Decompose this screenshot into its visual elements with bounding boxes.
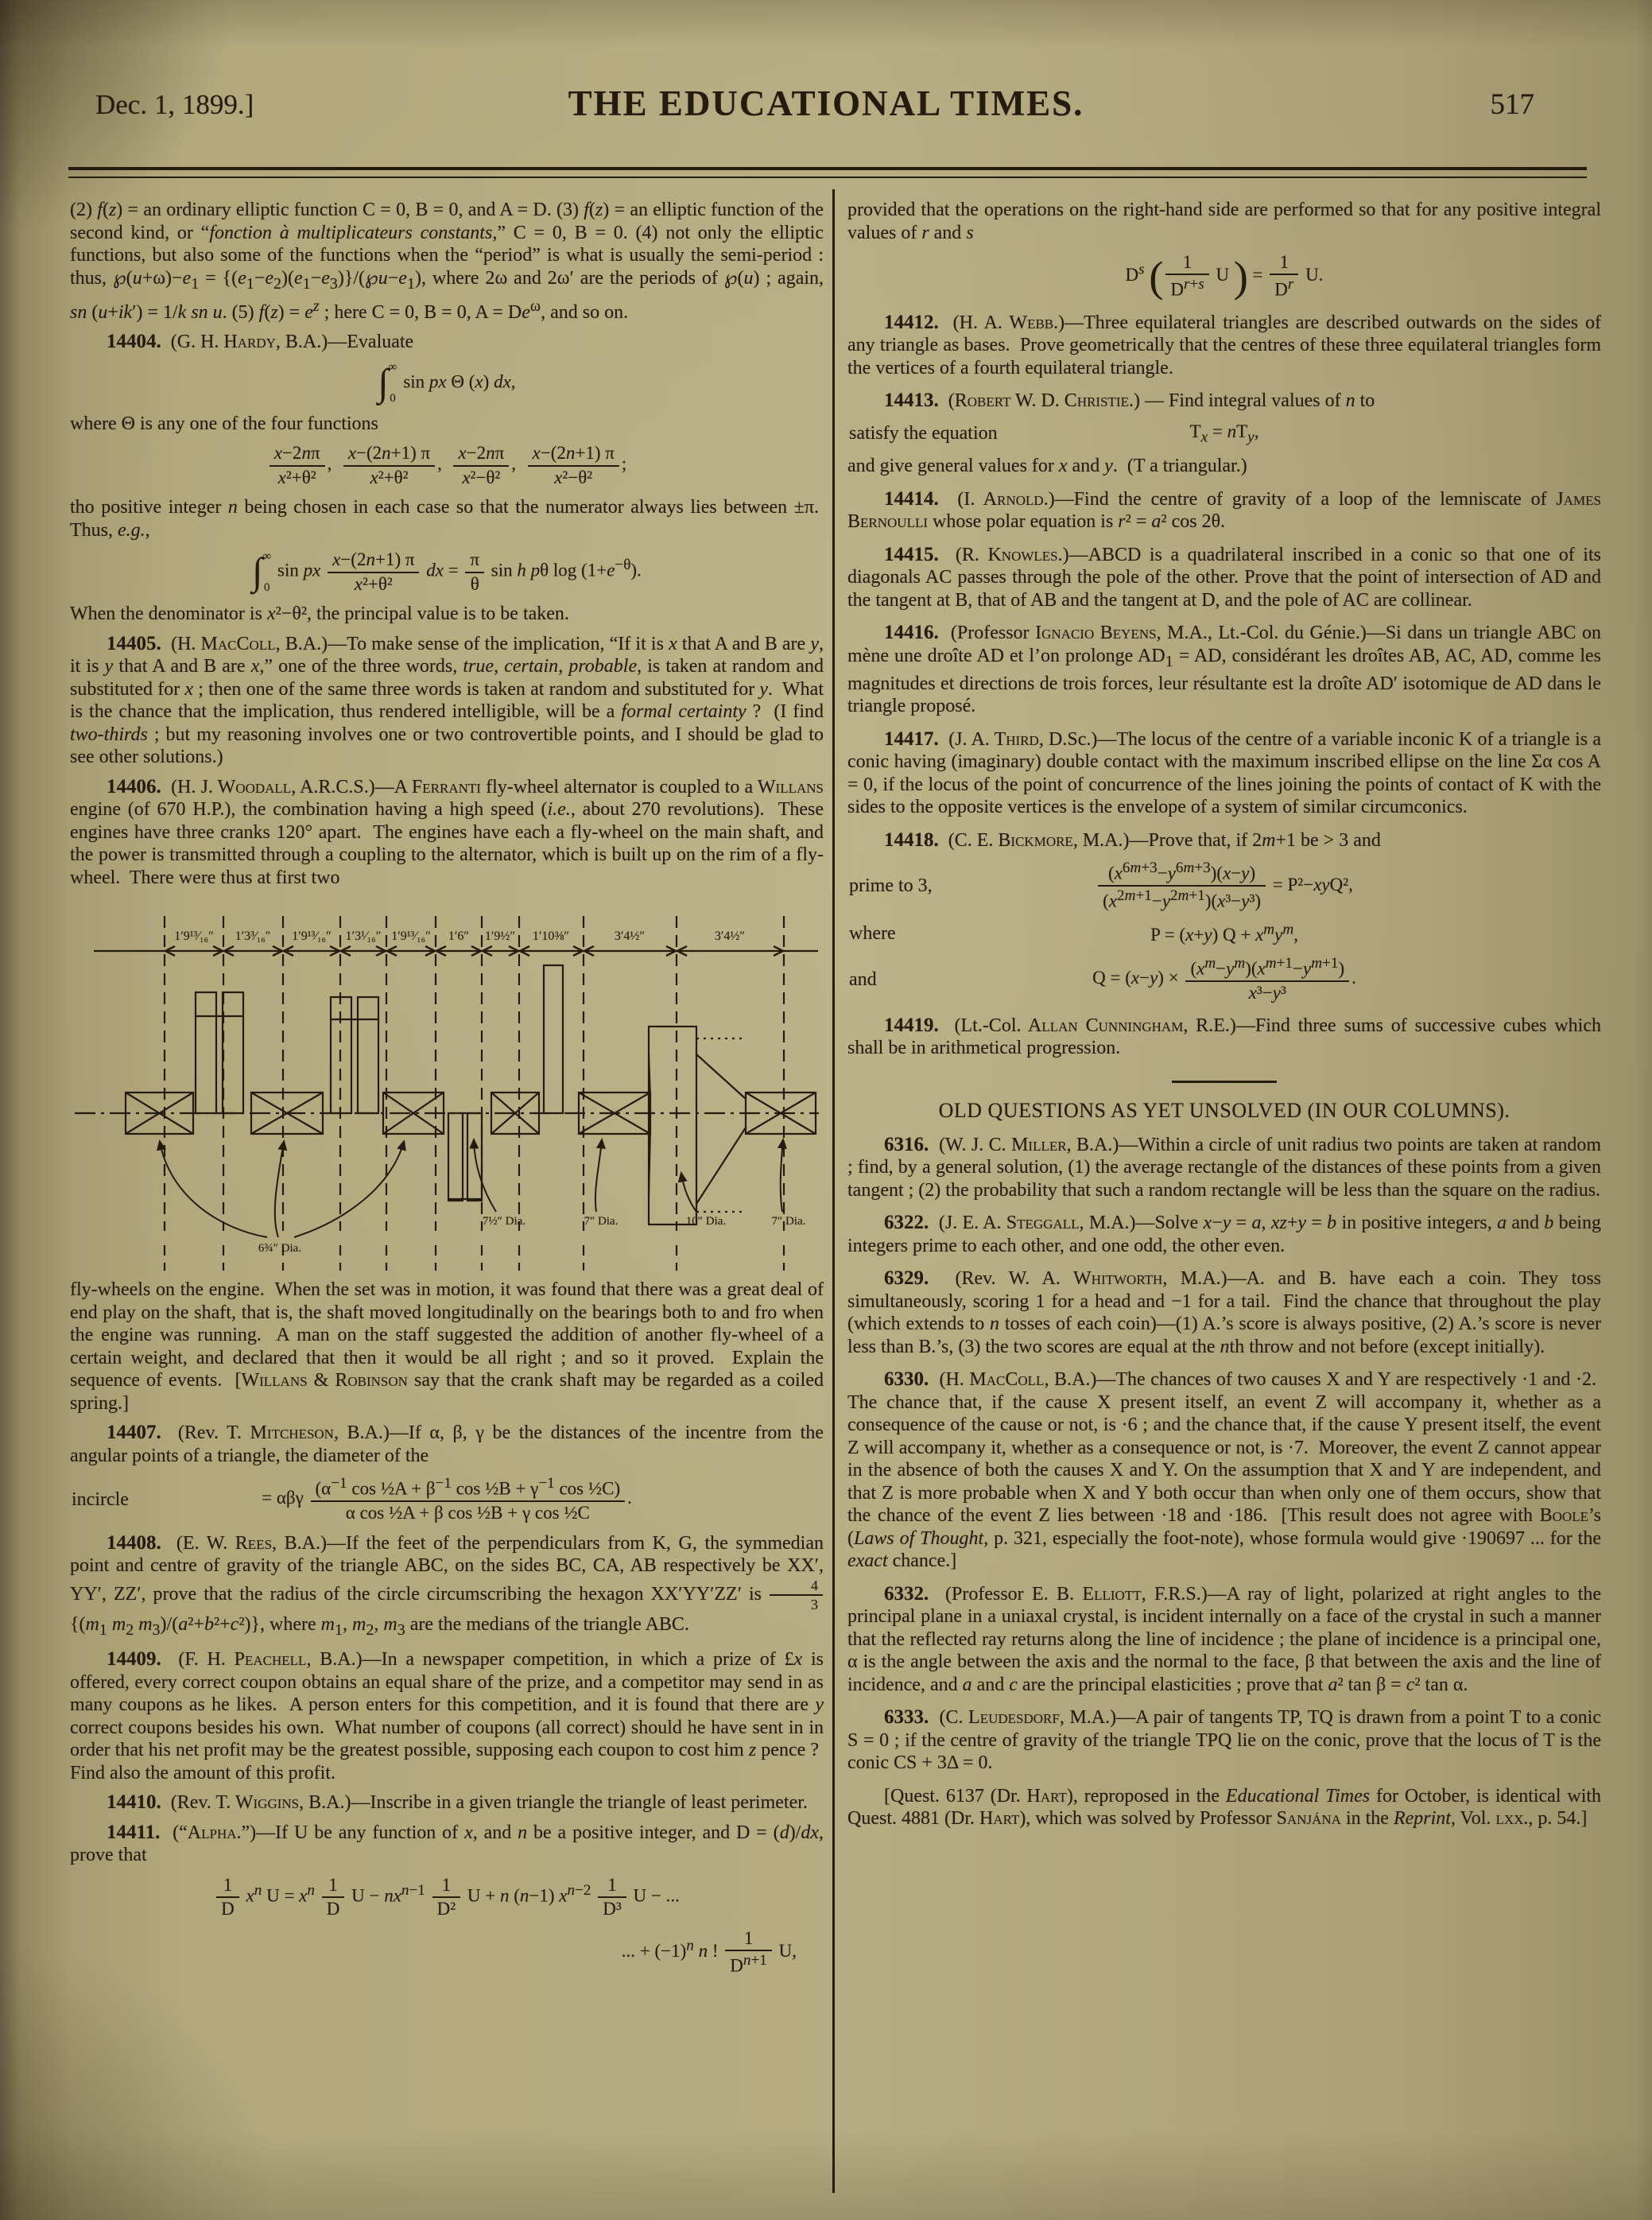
dim-label: 1′6″ [448,930,470,944]
equation-body: $\frac{(x^{6m+3}-y^{6m+3})(x-y)}{(x^{2m+1}-y^{2m+1})(x^3-y^3)}$ = P²−xyQ², [1096,875,1353,895]
section-divider [1172,1081,1277,1083]
equation-label: prime to 3, [849,875,933,897]
labeled-equation [70,1475,824,1524]
fly-wheel [649,1027,746,1224]
equation: $D^s$ ( $\frac{1}{D^{r+s}}$ U ) = $\frac{1}{D^r}$ U. [1125,252,1324,301]
equation-label: and [849,968,877,990]
question-14411: 14411. (“Alpha.”)—If U be any function of x, and n be a positive integer, and D = (d)/dx, prove that [70,1821,824,1866]
question-6330: 6330. (H. MacColl, B.A.)—The chances of two causes X and Y are respectively ·1 and ·2. The chance that, if the cause X present itself, an event Z will accompany it, whether as a consequence of the cause or not, is ·6 ; and the chance that, if the cause Y present itself, the event Z will accompany it, whether as a consequence or not, is ·7. Moreover, the event Z cannot appear in the absence of both the causes X and Y. On the assumption that X and Y are independent, and that Z is more probable when X and Y both occur than when only one of them occurs, show that the chance of the event Z lies between ·18 and ·186. [This result does not agree with Boole’s (Laws of Thought, p. 321, especially the foot-note), whose formula would give ·190697 ... for the exact chance.] [847,1368,1601,1571]
dimension-labels [174,930,745,943]
left-column [70,199,824,1985]
question-14412: 14412. (H. A. Webb.)—Three equilateral triangles are described outwards on the sides of any triangle as bases. Prove geometrically that the centres of these three equilateral triangles form the vertices of a fourth equilateral triangle. [847,311,1601,378]
right-column [847,199,1601,1830]
paragraph-elliptic-functions: (2) f(z) = an ordinary elliptic function C = 0, B = 0, and A = D. (3) f(z) = an elliptic function of the second kind, or “fonction à multiplicateurs constants,” C = 0, B = 0. (4) not only the elliptic functions, but also some of the functions when the “period” is what is usually the semi-period : thus, $℘(u+\omega)-e_1$ = $\{(e_1-e_2)(e_1-e_3)\}/(℘u-e_1)$, where 2ω and 2ω′ are the periods of ℘(u) ; again, sn (u+ik′) = 1/k sn u. (5) $f(z) = e^z$ ; here C = 0, B = 0, $A = De^\omega$, and so on. [70,200,824,323]
column-divider [832,189,835,2193]
paragraph: and give general values for x and y. (T a triangular.) [847,456,1247,477]
dia-label: 7″ Dia. [584,1215,619,1228]
paragraph: When the denominator is x²−θ², the principal value is to be taken. [70,604,569,625]
note-quest-6137: [Quest. 6137 (Dr. Hart), reproposed in the Educational Times for October, is identical with Quest. 4881 (Dr. Hart), which was solved by Professor Sanjána in the Reprint, Vol. lxx., p. 54.] [847,1785,1602,1829]
dim-label: 1′9¹³⁄₁₆″ [174,930,214,944]
labeled-equation [847,955,1601,1004]
page-number: 517 [1490,88,1534,121]
dim-label: 1′10⅜″ [532,930,570,944]
labeled-equation [847,860,1601,912]
bottom-ticks [165,1245,784,1271]
dia-label: 6¾″ Dia. [258,1242,302,1256]
question-6332: 6332. (Professor E. B. Elliott, F.R.S.)—A ray of light, polarized at right angles to the principal plane in a uniaxal crystal, is incident internally on a face of the crystal in such a manner that the reflected ray returns along the line of incidence ; the plane of incidence is a principal one, α is the angle between the axis and the normal to the face, β that between the axis and the line of incidence, and a and c are the principal elasticities ; prove that a² tan β = c² tan α. [847,1582,1601,1695]
question-6322: 6322. (J. E. A. Steggall, M.A.)—Solve x−y = a, xz+y = b in positive integers, a and b being integers prime to each other, and one odd, the other even. [847,1212,1601,1256]
question-14418: 14418. (C. E. Bickmore, M.A.)—Prove that, if 2m+1 be > 3 and [884,829,1381,851]
question-6329: 6329. (Rev. W. A. Whitworth, M.A.)—A. and B. have each a coin. They toss simultaneously, scoring 1 for a head and −1 for a tail. Find the chance that throughout the play (which extends to n tosses of each coin)—(1) A.’s score is always positive, (2) A.’s score is never less than B.’s, (3) the two scores are equal at the nth throw and not before (except initially). [847,1267,1601,1357]
question-14414: 14414. (I. Arnold.)—Find the centre of gravity of a loop of the lemniscate of James Bernoulli whose polar equation is r² = a² cos 2θ. [847,487,1601,533]
question-14408: 14408. (E. W. Rees, B.A.)—If the feet of the perpendiculars from K, G, the symmedian point and centre of gravity of the triangle ABC, on the sides BC, CA, AB respectively be XX′, YY′, ZZ′, prove that the radius of the circle circumscribing the hexagon XX′YY′ZZ′ is $\frac{4}{3}$ {($m_1$ $m_2$ $m_3)/(a^2+b^2+c^2)$}, where $m_1$, $m_2$, $m_3$ are the medians of the triangle ABC. [70,1531,824,1639]
equation: ∫ ∞ 0 sin px $\frac{x-(2n+1) \pi}{\text{x²+θ²}}$ dx = $\frac{\pi}{\theta}$ sin h pθ $\log (1+e^{-\theta})$. [252,549,642,594]
dim-label: 1′9¹³⁄₁₆″ [292,930,332,944]
question-14416: 14416. (Professor Ignacio Beyens, M.A., Lt.-Col. du Génie.)—Si dans un triangle ABC on mène une droîte AD et l’on prolonge $AD_1$ = AD, considérant les droîtes AB, AC, AD, comme les magnitudes et directions de trois forces, leur résultante est la droîte AD′ isotomique de AD dans le triangle proposé. [847,622,1602,717]
equation-label: where [849,923,896,945]
dia-label: 7″ Dia. [771,1215,806,1228]
equation: $\frac{1}{D}$ $x^n$ $U = x^n$ $\frac{1}{D}$ $U - nx^{n-1}$ $\frac{1}{\text{D²}}$ U + n (n−1) $x^{n-2}$ $\frac{1}{\text{D³}}$ U − ... [70,1875,824,1920]
equation-label: incircle [72,1488,129,1510]
question-14409: 14409. (F. H. Peachell, B.A.)—In a newspaper competition, in which a prize of £x is offered, every correct coupon obtains an equal share of the prize, and a competitor may send in as many coupons as he likes. A person enters for this competition, and it is found that there are y correct coupons besides his own. What number of coupons (all correct) should he have sent in in order that his net profit may be the greatest possible, supposing each coupon to cost him z pence ? Find also the amount of this profit. [70,1648,824,1783]
dia-label: 10″ Dia. [685,1215,727,1228]
equation-body: $T_x = nT_y$, [1189,421,1259,446]
question-14407: 14407. (Rev. T. Mitcheson, B.A.)—If α, β, γ be the distances of the incentre from the angular points of a triangle, the diameter of the [70,1422,824,1466]
question-14405: 14405. (H. MacColl, B.A.)—To make sense of the implication, “If it is x that A and B are y, it is y that A and B are x,” one of the three words, true, certain, probable, is taken at random and substituted for x ; then one of the same three words is taken at random and substituted for y. What is the chance that the implication, thus rendered intelligible, will be a formal certainty ? (I find two-thirds ; but my reasoning involves one or two controvertible points, and I should be glad to see other solutions.) [70,632,824,768]
dim-label: 1′9¹³⁄₁₆″ [391,930,431,944]
question-14410: 14410. (Rev. T. Wiggins, B.A.)—Inscribe in a given triangle the triangle of least perimeter. [107,1791,808,1814]
equation-body: P = (x+y) $Q + x^my^m$, [1150,921,1298,945]
labeled-equation [847,421,1601,448]
crankshaft-diagram [70,898,824,1272]
dim-label: 1′3³⁄₁₆″ [235,930,271,944]
question-6333: 6333. (C. Leudesdorf, M.A.)—A pair of tangents TP, TQ is drawn from a point T to a conic S = 0 ; if the centre of gravity of the triangle TPQ lie on the conic, prove that the locus of T is the conic CS + 3Δ = 0. [847,1706,1601,1773]
dia-label: 7½″ Dia. [482,1215,526,1228]
question-14404: 14404. (G. H. Hardy, B.A.)—Evaluate [107,331,414,353]
dim-label: 3′4½″ [614,930,646,944]
equation-body: = αβγ $\frac{(\alpha^{-1} \cos \frac{1}{2}A + \beta^{-1} \cos \frac{1}{2}B + \gamma^{-1} \cos \frac{1}{2}C)}{\text{α cos ½A + β cos ½B + γ cos ½C}}$ . [262,1475,632,1523]
equation-body: Q = (x−y) × $\frac{(x^m-y^m)(x^{m+1}-y^{m+1})}{\text{x³−y³}}$ . [1092,954,1356,1003]
header-rule-thick [68,167,1587,170]
header-rule-thin [68,177,1587,178]
dim-label: 3′4½″ [714,930,746,944]
labeled-equation [847,921,1601,947]
crankshaft-figure [70,898,824,1272]
equation: ∫ ∞ 0 sin px Θ (x) dx, [378,360,516,405]
section-heading-old-questions: OLD QUESTIONS AS YET UNSOLVED (IN OUR COLUMNS). [938,1098,1510,1122]
question-14419: 14419. (Lt.-Col. Allan Cunningham, R.E.)—Find three sums of successive cubes which shall be in arithmetical progression. [847,1014,1602,1058]
question-14417: 14417. (J. A. Third, D.Sc.)—The locus of the centre of a variable inconic K of a triangle is a conic having (imaginary) double contact with the maximum inscribed ellipse on the line Σα cos A = 0, if the locus of the point of concurrence of the lines joining the points of contact of K with the sides to the opposite vertices is the envelope of a system of similar circumconics. [847,728,1602,818]
station-lines [165,916,784,1231]
dim-label: 1′9½″ [484,930,516,944]
paragraph: tho positive integer n being chosen in each case so that the numerator always lies between ±π. Thus, e.g., [70,497,824,541]
question-14413: 14413. (Robert W. D. Christie.) — Find integral values of n to [884,390,1375,412]
equation: $\frac{x-2n\pi}{\text{x²+θ²}}$ , $\frac{x-(2n+1) \pi}{\text{x²+θ²}}$ , $\frac{x-2n\pi}{\text{x²−θ²}}$ , $\frac{x-(2n+1) \pi}{\text{x²−θ²}}$ ; [70,443,824,488]
question-6316: 6316. (W. J. C. Miller, B.A.)—Within a circle of unit radius two points are taken at random ; find, by a general solution, (1) the average rectangle of the distances of these points from a given tangent ; (2) the probability that such a random rectangle will be less than the square on the radius. [847,1133,1601,1201]
crank-webs [196,965,563,1201]
question-14406: 14406. (H. J. Woodall, A.R.C.S.)—A Ferranti fly-wheel alternator is coupled to a Willans engine (of 670 H.P.), the combination having a high speed (i.e., about 270 revolutions). These engines have three cranks 120° apart. The engines have each a fly-wheel on the main shaft, and the power is transmitted through a coupling to the alternator, which is built up on the rim of a fly-wheel. There were thus at first two [70,775,824,888]
equation: ... + $(-1)^n$ n ! $\frac{1}{D^{n+1}}$ U, [621,1927,797,1976]
paragraph: where Θ is any one of the four functions [70,413,378,434]
question-14415: 14415. (R. Knowles.)—ABCD is a quadrilateral inscribed in a conic so that one of its diagonals AC passes through the pole of the other. Prove that the point of intersection of AD and the tangent at B, that of AB and the tangent at D, and the pole of AC are collinear. [847,543,1601,611]
equation-label: satisfy the equation [849,423,998,444]
paragraph: provided that the operations on the right-hand side are performed so that for any positive integral values of r and s [847,200,1601,243]
dim-label: 1′3¹⁄₁₆″ [345,930,382,944]
header-date: Dec. 1, 1899.] [95,89,254,120]
paragraph: fly-wheels on the engine. When the set was in motion, it was found that there was a great deal of end play on the shaft, that is, the shaft moved longitudinally on the bearings both to and fro when the engine was running. A man on the staff suggested the addition of another fly-wheel of a certain weight, and declared that then it would be all right ; and so it proved. Explain the sequence of events. [Willans & Robinson say that the crank shaft may be regarded as a coiled spring.] [70,1279,824,1414]
page-title: THE EDUCATIONAL TIMES. [568,83,1084,123]
